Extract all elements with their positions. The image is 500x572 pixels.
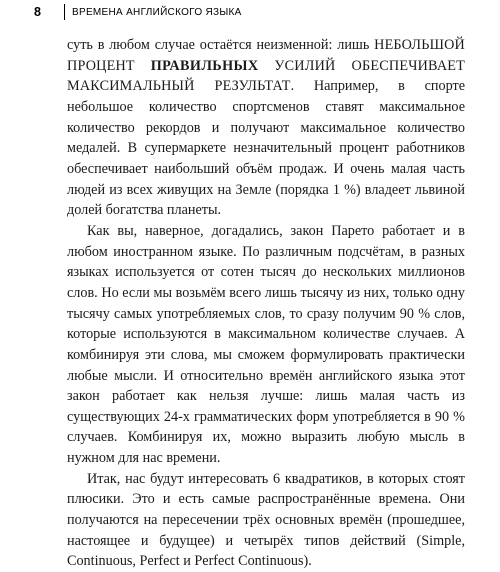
running-title: ВРЕМЕНА АНГЛИЙСКОГО ЯЗЫКА — [72, 6, 242, 18]
bold-word: ПРАВИЛЬНЫХ — [150, 57, 259, 74]
paragraph-1 — [67, 35, 465, 221]
body-text — [67, 35, 465, 572]
paragraph-1-lead: суть в любом случае остаётся неизменной: лишь — [67, 37, 375, 53]
paragraph-2: Как вы, наверное, догадались, закон Парето работает и в любом иностранном языке. По различным подсчётам, в разных языках используется от сотен тысяч до нескольких миллионов слов. Но если мы возьмём всего лишь тысячу из них, только одну тысячу самых употребляемых слов, то сразу получим 90 % слов, которые используются в максимальном количестве случаев. А комбинируя эти слова, мы сможем формулировать практически любые мысли. И относительно времён английского языка этот закон работает как нельзя лучше: лишь малая часть из существующих 24-х грамматических форм употребляется в 90 % случаев. Комбинируя их, можно выразить любую мысль в нужном для нас времени. — [67, 222, 465, 467]
page-number: 8 — [34, 5, 41, 19]
caps-phrase: НЕБОЛЬШОЙ ПРОЦЕНТ — [67, 37, 465, 74]
caps-phrase-continued: УСИЛИЙ ОБЕСПЕЧИВАЕТ МАКСИМАЛЬНЫЙ РЕЗУЛЬТАТ — [67, 57, 466, 95]
paragraph-1-rest: . Например, в спорте небольшое количество спортсменов ставят максимальное количество рекордов и получают максимальное количество медалей. В супермаркете незначительный процент работников обеспечивает наибольший объём продаж. И очень малая часть людей из всех живущих на Земле (порядка 1 %) владеет львиной долей богатства планеты. — [67, 78, 465, 219]
paragraph-3: Итак, нас будут интересовать 6 квадратиков, в которых стоят плюсики. Это и есть самые распространённые времена. Они получаются на пересечении трёх основных времён (прошедшее, настоящее и будущее) и четырёх типов действий (Simple, Continuous, Perfect и Perfect Continuous). — [67, 470, 465, 570]
page-header — [34, 4, 242, 20]
header-divider — [64, 4, 65, 20]
